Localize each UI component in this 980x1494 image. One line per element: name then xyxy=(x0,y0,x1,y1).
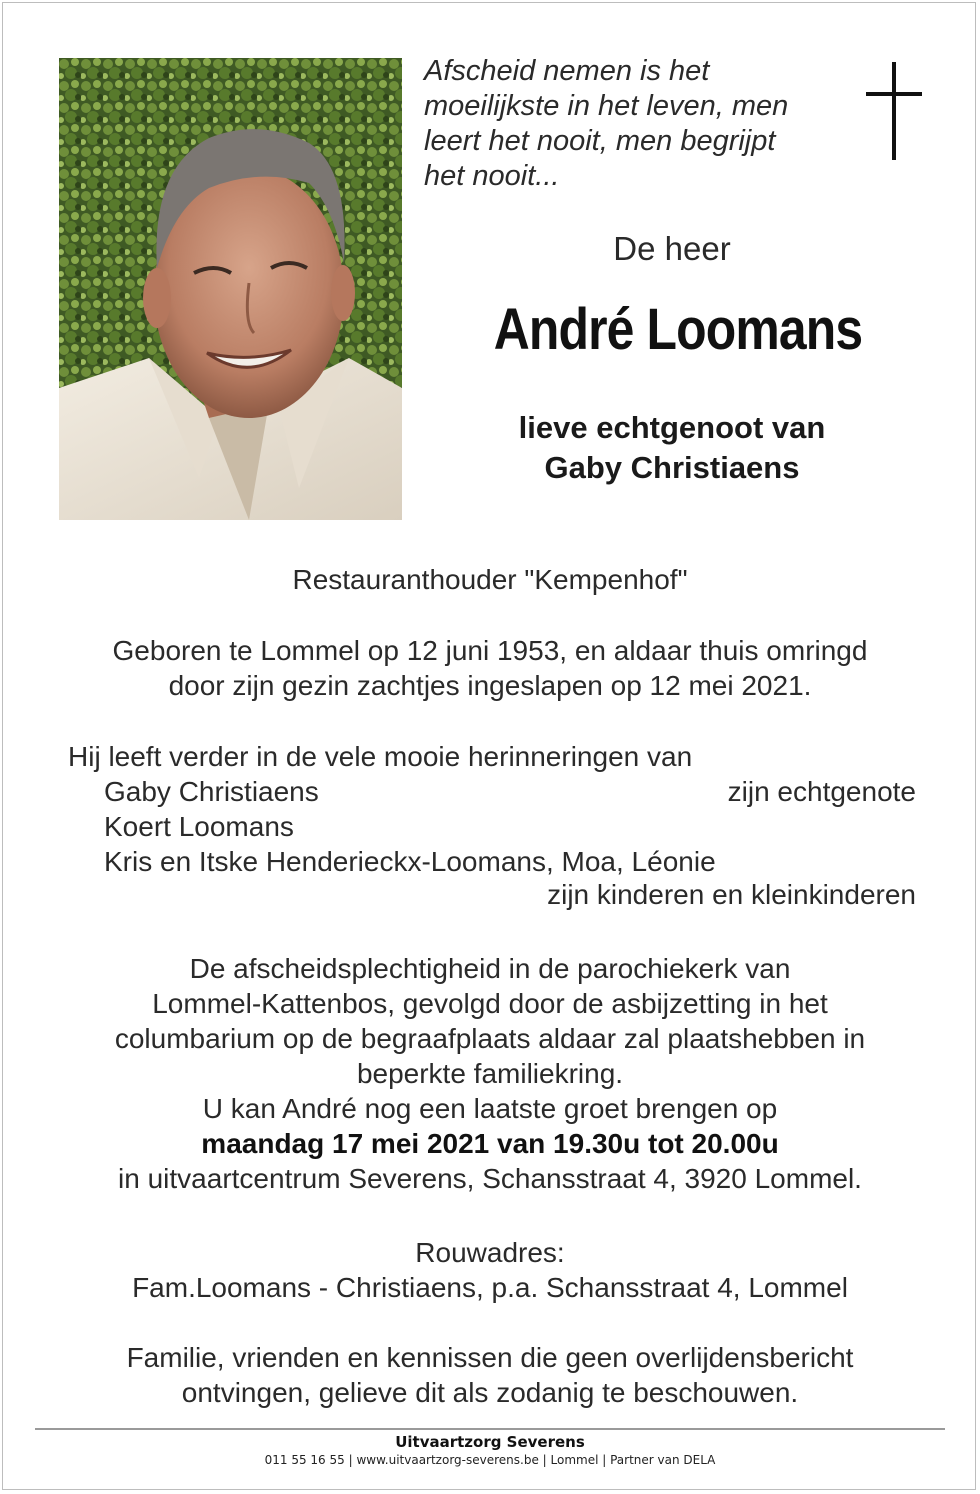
address-value: Fam.Loomans - Christiaens, p.a. Schansstraat 4, Lommel xyxy=(132,1272,848,1303)
footer-divider xyxy=(35,1428,945,1430)
text-line: beperkte familiekring. xyxy=(356,1058,624,1089)
mourner-role: zijn echtgenote xyxy=(727,776,916,807)
funeral-company: Uitvaartzorg Severens xyxy=(395,1433,585,1451)
spouse-name: Gaby Christiaens xyxy=(544,450,800,485)
children-role: zijn kinderen en kleinkinderen xyxy=(547,879,916,910)
text-line: U kan André nog een laatste groet brengen op xyxy=(202,1093,778,1124)
text-line: Familie, vrienden en kennissen die geen overlijdensbericht xyxy=(126,1342,854,1373)
mourner-name: Kris en Itske Henderieckx-Loomans, Moa, Léonie xyxy=(104,846,716,877)
relation-block xyxy=(440,408,904,488)
deceased-name: André Loomans xyxy=(493,297,863,362)
text-line: ontvingen, gelieve dit als zodanig te beschouwen. xyxy=(181,1377,799,1408)
company-contact: 011 55 16 55 | www.uitvaartzorg-severens.be | Lommel | Partner van DELA xyxy=(264,1453,716,1467)
occupation: Restauranthouder "Kempenhof" xyxy=(292,564,688,595)
visitation-time: maandag 17 mei 2021 van 19.30u tot 20.00u xyxy=(201,1128,779,1159)
text-line: door zijn gezin zachtjes ingeslapen op 12 mei 2021. xyxy=(168,670,812,701)
mourner-row xyxy=(104,844,916,879)
birth-death-text xyxy=(40,633,940,703)
mourner-name: Gaby Christiaens xyxy=(104,776,319,807)
quote-line: Afscheid nemen is het xyxy=(424,55,710,87)
mourner-row xyxy=(104,774,916,809)
text-line: Geboren te Lommel op 12 juni 1953, en aldaar thuis omringd xyxy=(112,635,868,666)
quote-line: leert het nooit, men begrijpt xyxy=(424,125,776,157)
relation-line: lieve echtgenoot van xyxy=(518,410,826,445)
ceremony-text xyxy=(40,951,940,1196)
text-line: De afscheidsplechtigheid in de parochiekerk van xyxy=(189,953,791,984)
cross-icon xyxy=(866,62,922,160)
quote-line: moeilijkste in het leven, men xyxy=(424,90,789,122)
mourner-row xyxy=(104,809,916,844)
portrait-photo xyxy=(59,58,402,520)
address-label: Rouwadres: xyxy=(415,1237,565,1268)
closing-text xyxy=(40,1340,940,1410)
mourning-address xyxy=(40,1235,940,1305)
text-line: Lommel-Kattenbos, gevolgd door de asbijzetting in het xyxy=(152,988,828,1019)
visitation-place: in uitvaartcentrum Severens, Schansstraat 4, 3920 Lommel. xyxy=(118,1163,862,1194)
quote-line: het nooit... xyxy=(424,160,560,192)
mourner-name: Koert Loomans xyxy=(104,811,294,842)
salutation: De heer xyxy=(613,230,731,267)
mourners-intro: Hij leeft verder in de vele mooie herinneringen van xyxy=(68,741,693,772)
opening-quote xyxy=(424,54,844,194)
text-line: columbarium op de begraafplaats aldaar zal plaatshebben in xyxy=(114,1023,866,1054)
